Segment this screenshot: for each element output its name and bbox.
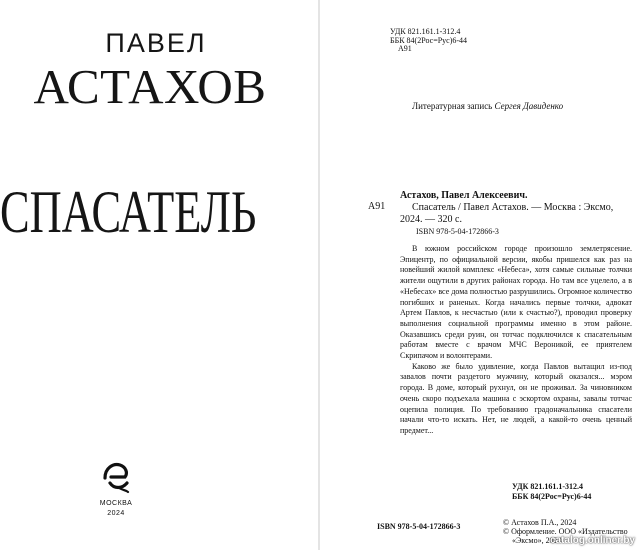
copyright-line: © Оформление. ООО «Издательство xyxy=(503,527,628,536)
copyright-line: «Эксмо», 2024 xyxy=(512,536,562,545)
entry-isbn: ISBN 978-5-04-172866-3 xyxy=(416,227,499,236)
isbn-bottom: ISBN 978-5-04-172866-3 xyxy=(377,522,461,531)
udk-bottom-block xyxy=(512,482,591,501)
entry-author: Астахов, Павел Алексеевич. xyxy=(400,190,528,201)
bbk-line: ББК 84(2Рос=Рус)6-44 xyxy=(390,35,468,45)
eksmo-logo-icon xyxy=(101,460,131,494)
literary-record xyxy=(412,101,563,111)
udk-block xyxy=(390,28,467,54)
book-title: СПАСАТЕЛЬ xyxy=(0,179,257,245)
udk-line: УДК 821.161.1-312.4 xyxy=(390,27,461,36)
entry-description: Спасатель / Павел Астахов. — Москва : Эксмо, 2024. — 320 с. xyxy=(400,202,614,225)
publication-year: 2024 xyxy=(107,510,125,517)
annotation-paragraph: Каково же было удивление, когда Павлов вытащил из-под завалов почти раздетого мужчину, который оказался... мэром города. В доме, который рухнул, он не проживал. За чиновником очень скоро подъехала машина с эскортом охраны, завалы тотчас оцепила полиция. По требованию градоначальника спасатели начали что-то искать. Нет, не людей, а какой-то очень ценный предмет... xyxy=(400,361,632,435)
udk-bottom-line: УДК 821.161.1-312.4 xyxy=(512,482,584,491)
bbk-bottom-line: ББК 84(2Рос=Рус)6-44 xyxy=(512,491,592,501)
author-mark: А91 xyxy=(398,44,412,53)
record-prefix: Литературная запись xyxy=(412,101,493,111)
annotation xyxy=(400,244,632,437)
publisher-city: МОСКВА xyxy=(99,500,133,507)
title-page xyxy=(0,0,318,550)
author-last-name: АСТАХОВ xyxy=(33,59,267,114)
author-first-name: ПАВЕЛ xyxy=(105,28,207,58)
copyright-line: © Астахов П.А., 2024 xyxy=(503,518,577,527)
annotation-paragraph: В южном российском городе произошло землетрясение. Эпицентр, по официальной версии, якобы пришелся как раз на новейший жилой комплекс «Небеса», хотя самые сильные толчки жители ощутили в других районах города. Но там все уцелело, а в «Небесах» все дома полностью разрушились. Огромное количество погибших и раненых. Когда начались первые толчки, адвокат Артем Павлов, к несчастью (или к счастью?), проводил проверку выполнения социальной программы именно в этом районе. Оказавшись среди руин, он тотчас подключился к спасательным работам вместе с врачом МЧС Вероникой, ее приятелем Скрипачом и волонтерами. xyxy=(400,244,632,361)
catalog-index: А91 xyxy=(368,201,386,212)
record-name: Сергея Давиденко xyxy=(494,101,564,111)
watermark: catalog.onliner.by xyxy=(549,535,635,546)
